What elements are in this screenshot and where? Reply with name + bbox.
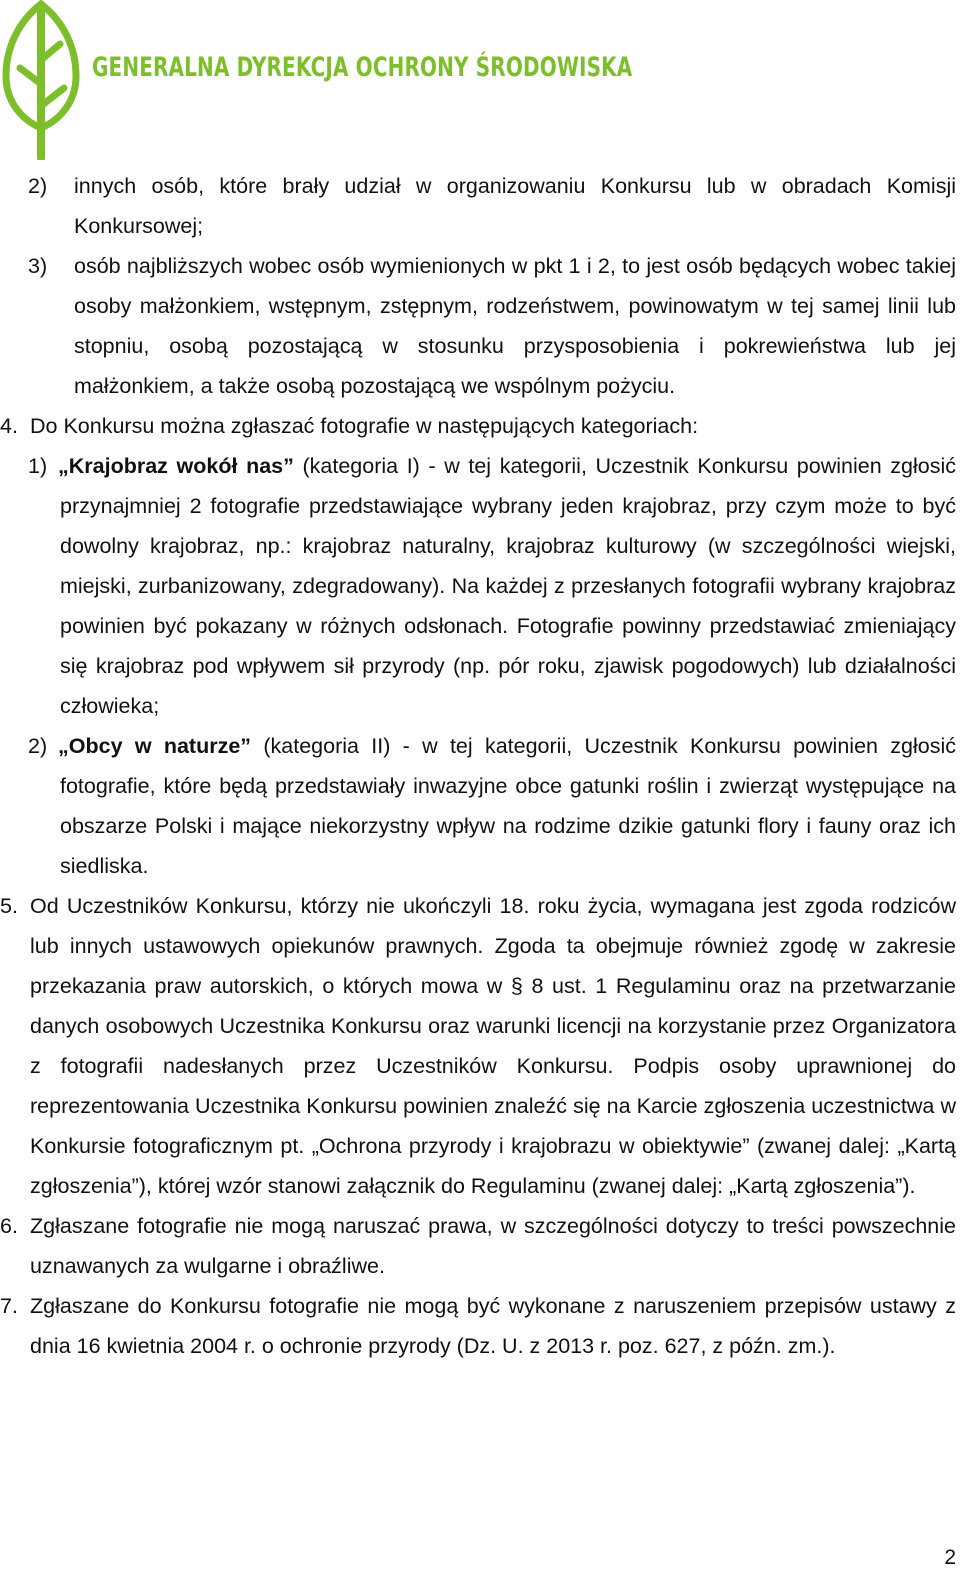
item-number: 4. [0,414,18,438]
list-item [0,166,960,246]
item-number: 2) [28,734,48,758]
section-item [0,886,960,1206]
item-text: innych osób, które brały udział w organizowaniu Konkursu lub w obradach Komisji Konkursowej; [74,174,956,238]
section-item [0,1206,960,1286]
item-text: Do Konkursu można zgłaszać fotografie w następujących kategoriach: [30,414,699,438]
category-description: (kategoria II) - w tej kategorii, Uczestnik Konkursu powinien zgłosić fotografie, które będą przedstawiały inwazyjne obce gatunki roślin i zwierząt występujące na obszarze Polski i mające niekorzystny wpływ na rodzime dzikie gatunki flory i fauny oraz ich siedliska. [60,734,957,878]
list-item [0,246,960,406]
category-title: „Obcy w naturze” [58,734,252,758]
item-text [60,446,956,726]
category-title: „Krajobraz wokół nas” [58,454,294,478]
item-number: 3) [28,254,48,278]
leaf-icon [2,0,80,160]
category-item [0,446,960,726]
item-text [60,726,956,886]
item-number: 7. [0,1294,18,1318]
letterhead [0,0,960,165]
page-number: 2 [944,1546,956,1569]
category-item [0,726,960,886]
category-description: (kategoria I) - w tej kategorii, Uczestnik Konkursu powinien zgłosić przynajmniej 2 fotografie przedstawiające wybrany jeden krajobraz, przy czym może to być dowolny krajobraz, np.: krajobraz naturalny, krajobraz kulturowy (w szczególności wiejski, miejski, zurbanizowany, zdegradowany). Na każdej z przesłanych fotografii wybrany krajobraz powinien być pokazany w różnych odsłonach. Fotografie powinny przedstawiać zmieniający się krajobraz pod wpływem sił przyrody (np. pór roku, zjawisk pogodowych) lub działalności człowieka; [60,454,956,718]
item-number: 5. [0,894,18,918]
org-name: GENERALNA DYREKCJA OCHRONY ŚRODOWISKA [92,52,633,83]
item-text: Od Uczestników Konkursu, którzy nie ukończyli 18. roku życia, wymagana jest zgoda rodziców lub innych ustawowych opiekunów prawnych. Zgoda ta obejmuje również zgodę w zakresie przekazania praw autorskich, o których mowa w § 8 ust. 1 Regulaminu oraz na przetwarzanie danych osobowych Uczestnika Konkursu oraz warunki licencji na korzystanie przez Organizatora z fotografii nadesłanych przez Uczestników Konkursu. Podpis osoby uprawnionej do reprezentowania Uczestnika Konkursu powinien znaleźć się na Karcie zgłoszenia uczestnictwa w Konkursie fotograficznym pt. „Ochrona przyrody i krajobrazu w obiektywie” (zwanej dalej: „Kartą zgłoszenia”), której wzór stanowi załącznik do Regulaminu (zwanej dalej: „Kartą zgłoszenia”). [30,894,956,1198]
item-text: Zgłaszane do Konkursu fotografie nie mogą być wykonane z naruszeniem przepisów ustawy z dnia 16 kwietnia 2004 r. o ochronie przyrody (Dz. U. z 2013 r. poz. 627, z późn. zm.). [30,1294,956,1358]
item-number: 2) [28,174,48,198]
document-body [0,166,960,1366]
item-number: 1) [28,454,48,478]
item-text: osób najbliższych wobec osób wymienionych w pkt 1 i 2, to jest osób będących wobec takiej osoby małżonkiem, wstępnym, zstępnym, rodzeństwem, powinowatym w tej samej linii lub stopniu, osobą pozostającą w stosunku przysposobienia i pokrewieństwa lub jej małżonkiem, a także osobą pozostającą we wspólnym pożyciu. [74,254,956,398]
section-item [0,406,960,446]
item-text: Zgłaszane fotografie nie mogą naruszać prawa, w szczególności dotyczy to treści powszechnie uznawanych za wulgarne i obraźliwe. [30,1214,956,1278]
item-number: 6. [0,1214,18,1238]
section-item [0,1286,960,1366]
